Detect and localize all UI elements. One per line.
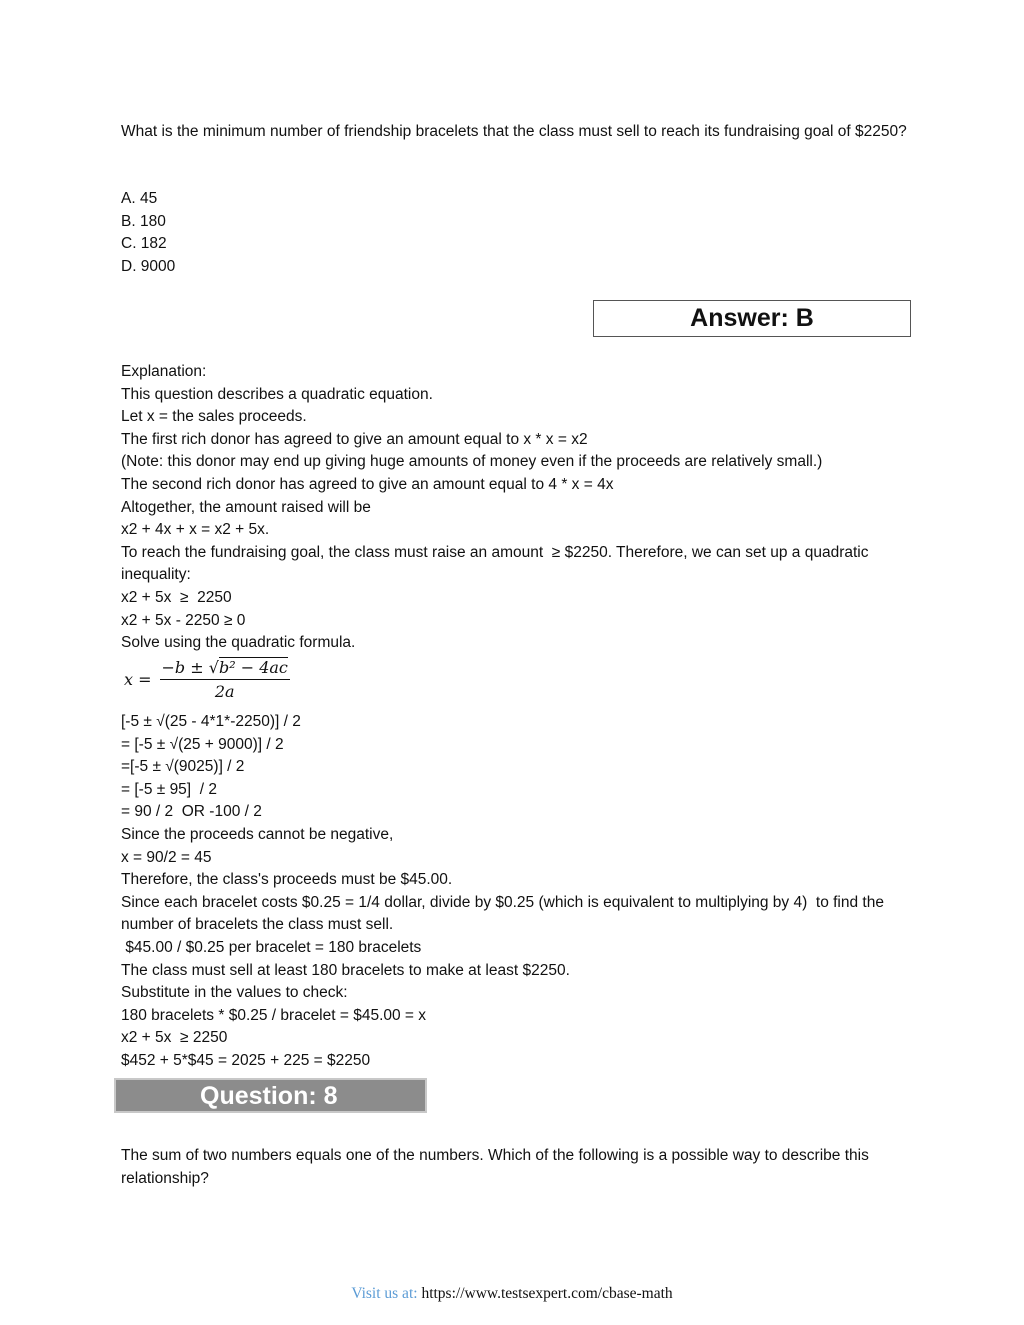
explanation-part2 bbox=[121, 711, 911, 1073]
formula-numerator bbox=[160, 658, 290, 680]
explanation-line: Substitute in the values to check: bbox=[121, 984, 348, 1002]
explanation-line: Therefore, the class's proceeds must be $45.00. bbox=[121, 871, 453, 889]
answer-box: Answer: B bbox=[593, 300, 911, 337]
option-b: B. 180 bbox=[121, 212, 166, 230]
explanation-line: (Note: this donor may end up giving huge amounts of money even if the proceeds are relatively small.) bbox=[121, 453, 823, 471]
option-a: A. 45 bbox=[121, 190, 158, 207]
explanation-line: =[-5 ± √(9025)] / 2 bbox=[121, 758, 245, 776]
explanation-line: x2 + 5x - 2250 ≥ 0 bbox=[121, 611, 246, 629]
explanation-line: Let x = the sales proceeds. bbox=[121, 408, 307, 426]
question-banner-label: Question: 8 bbox=[200, 1082, 338, 1110]
formula-lhs: x = bbox=[124, 669, 152, 689]
explanation-line: = 90 / 2 OR -100 / 2 bbox=[121, 803, 262, 821]
explanation-line: To reach the fundraising goal, the class must raise an amount ≥ $2250. Therefore, we can set up a quadratic inequality: bbox=[121, 543, 873, 584]
option-c: C. 182 bbox=[121, 235, 167, 253]
option-d: D. 9000 bbox=[121, 257, 176, 275]
footer-label: Visit us at: bbox=[351, 1285, 418, 1302]
explanation-line: Since the proceeds cannot be negative, bbox=[121, 825, 394, 843]
question-banner bbox=[114, 1078, 427, 1113]
explanation-line: Since each bracelet costs $0.25 = 1/4 dollar, divide by $0.25 (which is equivalent to multiplying by 4) to find the number of bracelets the class must sell. bbox=[121, 893, 889, 934]
explanation-line: = [-5 ± √(25 + 9000)] / 2 bbox=[121, 735, 284, 753]
formula-denominator: 2a bbox=[214, 681, 235, 701]
explanation-line: The first rich donor has agreed to give an amount equal to x * x = x2 bbox=[121, 430, 588, 448]
explanation-line: Altogether, the amount raised will be bbox=[121, 498, 371, 516]
formula-fraction bbox=[160, 658, 290, 701]
footer-url-link[interactable]: https://www.testsexpert.com/cbase-math bbox=[421, 1285, 673, 1302]
explanation-line: The second rich donor has agreed to give an amount equal to 4 * x = 4x bbox=[121, 475, 614, 493]
explanation-line: Solve using the quadratic formula. bbox=[121, 634, 356, 652]
explanation-part1 bbox=[121, 361, 911, 655]
explanation-line: Explanation: bbox=[121, 363, 207, 380]
answer-options bbox=[121, 188, 911, 278]
explanation-line: = [-5 ± 95] / 2 bbox=[121, 780, 217, 798]
explanation-line: x2 + 5x ≥ 2250 bbox=[121, 1029, 228, 1047]
question-text: What is the minimum number of friendship bracelets that the class must sell to reach its fundraising goal of $2250? bbox=[121, 123, 907, 140]
explanation-line: The class must sell at least 180 bracelets to make at least $2250. bbox=[121, 961, 570, 979]
explanation-line: $45.00 / $0.25 per bracelet = 180 bracelets bbox=[121, 938, 422, 956]
sqrt-icon: √ bbox=[208, 657, 219, 677]
formula-numerator-prefix: −b ± bbox=[161, 657, 209, 677]
explanation-line: x2 + 4x + x = x2 + 5x. bbox=[121, 521, 270, 539]
explanation-line: 180 bracelets * $0.25 / bracelet = $45.00 = x bbox=[121, 1006, 427, 1024]
explanation-line: $452 + 5*$45 = 2025 + 225 = $2250 bbox=[121, 1051, 371, 1069]
explanation-line: This question describes a quadratic equation. bbox=[121, 385, 433, 403]
formula-radicand: b² − 4ac bbox=[218, 657, 288, 677]
next-question-text: The sum of two numbers equals one of the numbers. Which of the following is a possible way to describe this relationship? bbox=[121, 1147, 874, 1187]
footer bbox=[0, 1285, 1024, 1303]
quadratic-formula bbox=[124, 656, 290, 702]
explanation-line: [-5 ± √(25 - 4*1*-2250)] / 2 bbox=[121, 713, 301, 730]
explanation-line: x2 + 5x ≥ 2250 bbox=[121, 588, 232, 606]
explanation-line: x = 90/2 = 45 bbox=[121, 848, 212, 866]
